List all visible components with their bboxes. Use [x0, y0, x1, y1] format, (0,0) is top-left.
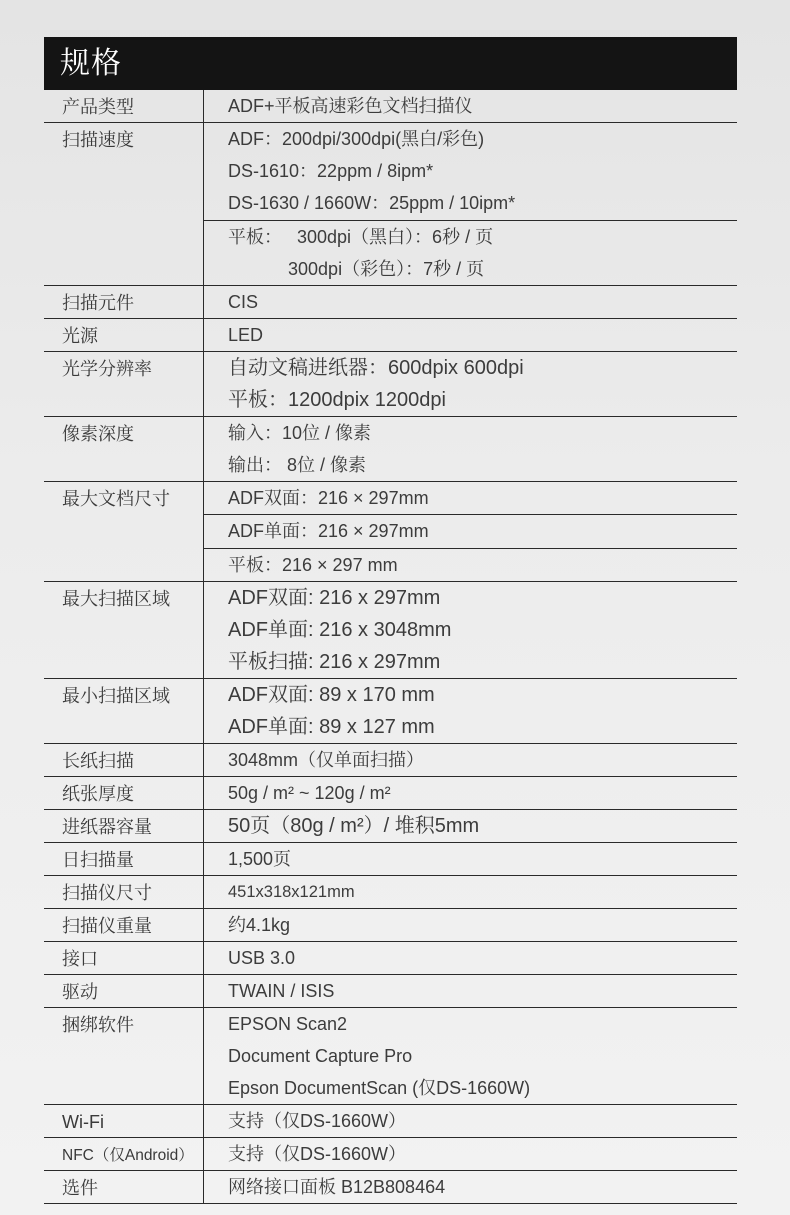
spec-row — [44, 975, 737, 1008]
spec-value: 输入：10位 / 像素 — [228, 422, 372, 443]
spec-value: ADF双面：216 × 297mm — [204, 482, 737, 516]
spec-value: LED — [228, 324, 264, 345]
spec-value: ADF双面: 216 x 297mm — [228, 586, 441, 609]
spec-value: ADF：200dpi/300dpi(黑白/彩色) — [228, 129, 485, 149]
spec-row — [44, 123, 737, 286]
spec-row — [44, 1008, 737, 1105]
spec-value: DS-1630 / 1660W：25ppm / 10ipm* — [204, 187, 737, 221]
spec-values — [204, 123, 737, 285]
spec-value: 3048mm（仅单面扫描） — [228, 749, 425, 770]
spec-value: 支持（仅DS-1660W） — [228, 1110, 407, 1131]
spec-values — [204, 417, 737, 481]
spec-value: 平板：1200dpix 1200dpi — [228, 388, 446, 411]
spec-values — [204, 975, 737, 1007]
spec-row — [44, 417, 737, 482]
spec-label: 最大文档尺寸 — [44, 482, 204, 581]
spec-value: CIS — [228, 291, 259, 312]
spec-label: 光学分辨率 — [44, 352, 204, 416]
spec-row — [44, 909, 737, 942]
spec-values — [204, 90, 737, 122]
spec-values — [204, 482, 737, 581]
spec-values — [204, 810, 737, 842]
spec-value: 网络接口面板 B12B808464 — [228, 1176, 446, 1197]
spec-values — [204, 1171, 737, 1203]
spec-value: Epson DocumentScan (仅DS-1660W) — [228, 1077, 531, 1098]
spec-value: 1,500页 — [228, 848, 292, 869]
spec-values — [204, 286, 737, 318]
spec-row — [44, 319, 737, 352]
spec-label: 最大扫描区域 — [44, 582, 204, 678]
spec-value: ADF单面：216 × 297mm — [204, 515, 737, 549]
spec-value: TWAIN / ISIS — [228, 980, 335, 1001]
spec-label: 扫描仪重量 — [44, 909, 204, 941]
spec-values — [204, 744, 737, 776]
spec-label: 驱动 — [44, 975, 204, 1007]
spec-header — [44, 37, 737, 90]
spec-values — [204, 1105, 737, 1137]
spec-row — [44, 942, 737, 975]
spec-row — [44, 1138, 737, 1171]
spec-value: 300dpi（彩色）：7秒 / 页 — [228, 258, 485, 279]
spec-label: 接口 — [44, 942, 204, 974]
spec-label: 日扫描量 — [44, 843, 204, 875]
spec-value: Document Capture Pro — [228, 1045, 413, 1066]
spec-value: 约4.1kg — [228, 914, 291, 935]
spec-table — [44, 90, 737, 1204]
spec-value: 50页（80g / m²）/ 堆积5mm — [228, 814, 480, 837]
spec-value: ADF单面: 89 x 127 mm — [228, 715, 435, 738]
spec-value: ADF+平板高速彩色文档扫描仪 — [228, 96, 473, 116]
spec-row — [44, 482, 737, 582]
spec-values — [204, 909, 737, 941]
spec-label: 进纸器容量 — [44, 810, 204, 842]
spec-label: 扫描速度 — [44, 123, 204, 285]
spec-row — [44, 1171, 737, 1204]
spec-label: 长纸扫描 — [44, 744, 204, 776]
spec-value: USB 3.0 — [228, 947, 296, 968]
spec-values — [204, 679, 737, 743]
spec-value: ADF单面: 216 x 3048mm — [228, 618, 452, 641]
spec-value: EPSON Scan2 — [228, 1013, 348, 1034]
spec-row — [44, 582, 737, 679]
spec-value: 输出： 8位 / 像素 — [228, 454, 367, 475]
spec-values — [204, 1008, 737, 1104]
spec-value: 平板扫描: 216 x 297mm — [228, 650, 441, 673]
spec-value: ADF双面: 89 x 170 mm — [228, 683, 435, 706]
spec-row — [44, 1105, 737, 1138]
spec-label: NFC（仅Android） — [44, 1138, 204, 1170]
spec-label: 捆绑软件 — [44, 1008, 204, 1104]
spec-values — [204, 352, 737, 416]
spec-row — [44, 777, 737, 810]
spec-value: 平板：216 × 297 mm — [228, 554, 398, 575]
spec-row — [44, 744, 737, 777]
spec-value: 50g / m² ~ 120g / m² — [228, 782, 391, 803]
spec-values — [204, 876, 737, 908]
spec-label: 最小扫描区域 — [44, 679, 204, 743]
spec-values — [204, 942, 737, 974]
spec-label: 扫描仪尺寸 — [44, 876, 204, 908]
spec-value: DS-1610：22ppm / 8ipm* — [228, 161, 434, 181]
spec-row — [44, 810, 737, 843]
spec-row — [44, 286, 737, 319]
spec-label: 扫描元件 — [44, 286, 204, 318]
spec-values — [204, 319, 737, 351]
spec-label: 选件 — [44, 1171, 204, 1203]
spec-label: 纸张厚度 — [44, 777, 204, 809]
spec-row — [44, 90, 737, 123]
spec-values — [204, 582, 737, 678]
spec-values — [204, 843, 737, 875]
page-title: 规格 — [60, 46, 122, 81]
spec-label: Wi-Fi — [44, 1105, 204, 1137]
spec-values — [204, 1138, 737, 1170]
spec-value: 自动文稿进纸器：600dpix 600dpi — [228, 356, 524, 379]
spec-row — [44, 352, 737, 417]
spec-row — [44, 876, 737, 909]
spec-value: 451x318x121mm — [228, 882, 355, 901]
spec-row — [44, 679, 737, 744]
spec-value: 支持（仅DS-1660W） — [228, 1143, 407, 1164]
spec-label: 产品类型 — [44, 90, 204, 122]
spec-label: 光源 — [44, 319, 204, 351]
spec-values — [204, 777, 737, 809]
spec-value: 平板： 300dpi（黑白）：6秒 / 页 — [228, 226, 494, 247]
spec-row — [44, 843, 737, 876]
spec-label: 像素深度 — [44, 417, 204, 481]
